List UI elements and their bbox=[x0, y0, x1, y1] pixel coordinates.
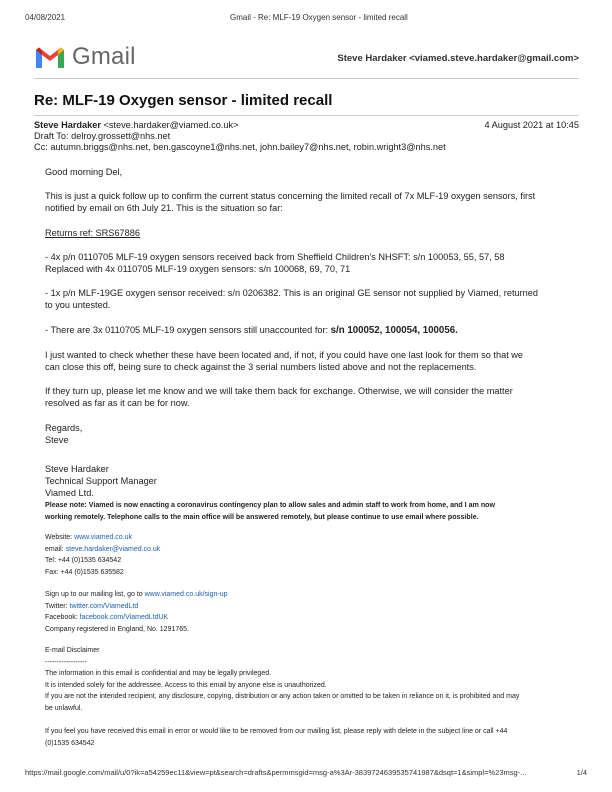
website-link[interactable]: www.viamed.co.uk bbox=[74, 534, 133, 541]
disclaimer-line: The information in this email is confidential and may be legally privileged. bbox=[45, 670, 272, 677]
greeting: Good morning Del, bbox=[45, 167, 123, 177]
signature-company: Viamed Ltd. bbox=[45, 488, 94, 499]
signup-link[interactable]: www.viamed.co.uk/sign-up bbox=[144, 591, 228, 598]
disclaimer-line: If you are not the intended recipient, any disclosure, copying, distribution or any action taken or omitted to be taken in reliance on it, is prohibited and may bbox=[45, 693, 520, 700]
list-item: to you untested. bbox=[45, 300, 111, 311]
email-link[interactable]: steve.hardaker@viamed.co.uk bbox=[65, 545, 161, 553]
contact-block bbox=[45, 532, 160, 578]
disclaimer-line: (0)1535 634542 bbox=[45, 739, 95, 747]
disclaimer-heading: E-mail Disclaimer bbox=[45, 647, 100, 654]
email-body bbox=[45, 166, 570, 446]
signature bbox=[45, 463, 570, 500]
divider bbox=[34, 115, 579, 116]
divider bbox=[34, 78, 579, 79]
notice-line: working remotely. Telephone calls to the main office will be answered remotely, but please continue to use email where possible. bbox=[45, 513, 479, 522]
registration-line: Company registered in England, No. 1291765. bbox=[45, 625, 189, 633]
print-date: 04/08/2021 bbox=[25, 13, 66, 22]
signature-title: Technical Support Manager bbox=[45, 476, 157, 487]
disclaimer-separator: ------------------ bbox=[45, 658, 87, 666]
page-number: 1/4 bbox=[576, 768, 587, 777]
email-line bbox=[45, 544, 160, 556]
website-line bbox=[45, 532, 160, 544]
body-text: I just wanted to check whether these have been located and, if not, if you could have one last look for them so that we bbox=[45, 349, 524, 360]
account-identity: Steve Hardaker <viamed.steve.hardaker@gmail.com> bbox=[337, 53, 579, 64]
email-label: email: bbox=[45, 545, 66, 553]
cc-line: Cc: autumn.briggs@nhs.net, ben.gascoyne1@nhs.net, john.bailey7@nhs.net, robin.wright3@nhs.net bbox=[34, 142, 446, 152]
message-date: 4 August 2021 at 10:45 bbox=[484, 120, 579, 130]
twitter-line bbox=[45, 601, 228, 613]
item-text: - There are 3x 0110705 MLF-19 oxygen sensors still unaccounted for: bbox=[45, 324, 331, 335]
signup-line bbox=[45, 589, 228, 601]
tel-line: Tel: +44 (0)1535 634542 bbox=[45, 557, 122, 564]
regards: Regards, bbox=[45, 422, 83, 433]
facebook-label: Facebook: bbox=[45, 614, 80, 621]
gmail-wordmark: Gmail bbox=[72, 43, 136, 70]
list-item bbox=[45, 324, 570, 337]
signup-label: Sign up to our mailing list, go to bbox=[45, 591, 145, 598]
sender-name: Steve Hardaker bbox=[34, 120, 101, 130]
sender-email: <steve.hardaker@viamed.co.uk> bbox=[103, 120, 239, 130]
sender-line bbox=[34, 120, 238, 130]
disclaimer bbox=[45, 645, 519, 749]
list-item: - 1x p/n MLF-19GE oxygen sensor received: s/n 0206382. This is an original GE sensor not supplied by Viamed, returned bbox=[45, 288, 538, 299]
list-item: - 4x p/n 0110705 MLF-19 oxygen sensors received back from Sheffield Children's NHSFT: s/n 100053, 55, 57, 58 bbox=[45, 251, 505, 262]
disclaimer-line: be unlawful. bbox=[45, 704, 83, 712]
draft-to: Draft To: delroy.grossett@nhs.net bbox=[34, 131, 171, 141]
twitter-label: Twitter: bbox=[45, 602, 70, 610]
email-subject: Re: MLF-19 Oxygen sensor - limited recall bbox=[34, 92, 333, 109]
body-text: If they turn up, please let me know and we will take them back for exchange. Otherwise, we will consider the matter bbox=[45, 386, 513, 397]
gmail-logo-icon bbox=[34, 44, 66, 70]
facebook-line bbox=[45, 612, 228, 624]
list-item: Replaced with 4x 0110705 MLF-19 oxygen sensors: s/n 100068, 69, 70, 71 bbox=[45, 264, 351, 275]
body-text: resolved as far as it can be for now. bbox=[45, 398, 190, 409]
facebook-link[interactable]: facebook.com/ViamedLtdUK bbox=[79, 614, 169, 621]
website-label: Website: bbox=[45, 534, 75, 541]
disclaimer-line: If you feel you have received this email in error or would like to be removed from our mailing list, please reply with delete in the subject line or call +44 bbox=[45, 728, 508, 735]
print-page-title: Gmail - Re: MLF-19 Oxygen sensor - limited recall bbox=[230, 13, 408, 22]
returns-ref: Returns ref: SRS67886 bbox=[45, 227, 140, 238]
notice-line: Please note: Viamed is now enacting a coronavirus contingency plan to allow sales and admin staff to work from home, and I am now bbox=[45, 501, 496, 509]
body-text: This is just a quick follow up to confirm the current status concerning the limited recall of 7x MLF-19 oxygen sensors, first bbox=[45, 191, 536, 202]
regards-name: Steve bbox=[45, 434, 69, 445]
body-text: notified by email on 6th July 21. This is the situation so far: bbox=[45, 203, 283, 214]
social-block bbox=[45, 589, 228, 635]
disclaimer-line: It is intended solely for the addressee. Access to this email by anyone else is unauthorized. bbox=[45, 681, 327, 689]
gmail-logo[interactable] bbox=[34, 42, 164, 72]
print-url: https://mail.google.com/mail/u/0?ik=a54259ec11&view=pt&search=drafts&permmsgid=msg-a%3Ar-3839724639535741987&dsqt=1&simpl=%23msg-... bbox=[25, 768, 527, 777]
signature-name: Steve Hardaker bbox=[45, 464, 109, 474]
body-text: can close this off, being sure to check against the 3 serial numbers listed above and not the replacements. bbox=[45, 362, 477, 373]
fax-line: Fax: +44 (0)1535 635582 bbox=[45, 568, 124, 576]
unaccounted-serials: s/n 100052, 100054, 100056. bbox=[330, 324, 458, 336]
contingency-notice bbox=[45, 499, 575, 524]
twitter-link[interactable]: twitter.com/ViamedLtd bbox=[69, 602, 139, 610]
